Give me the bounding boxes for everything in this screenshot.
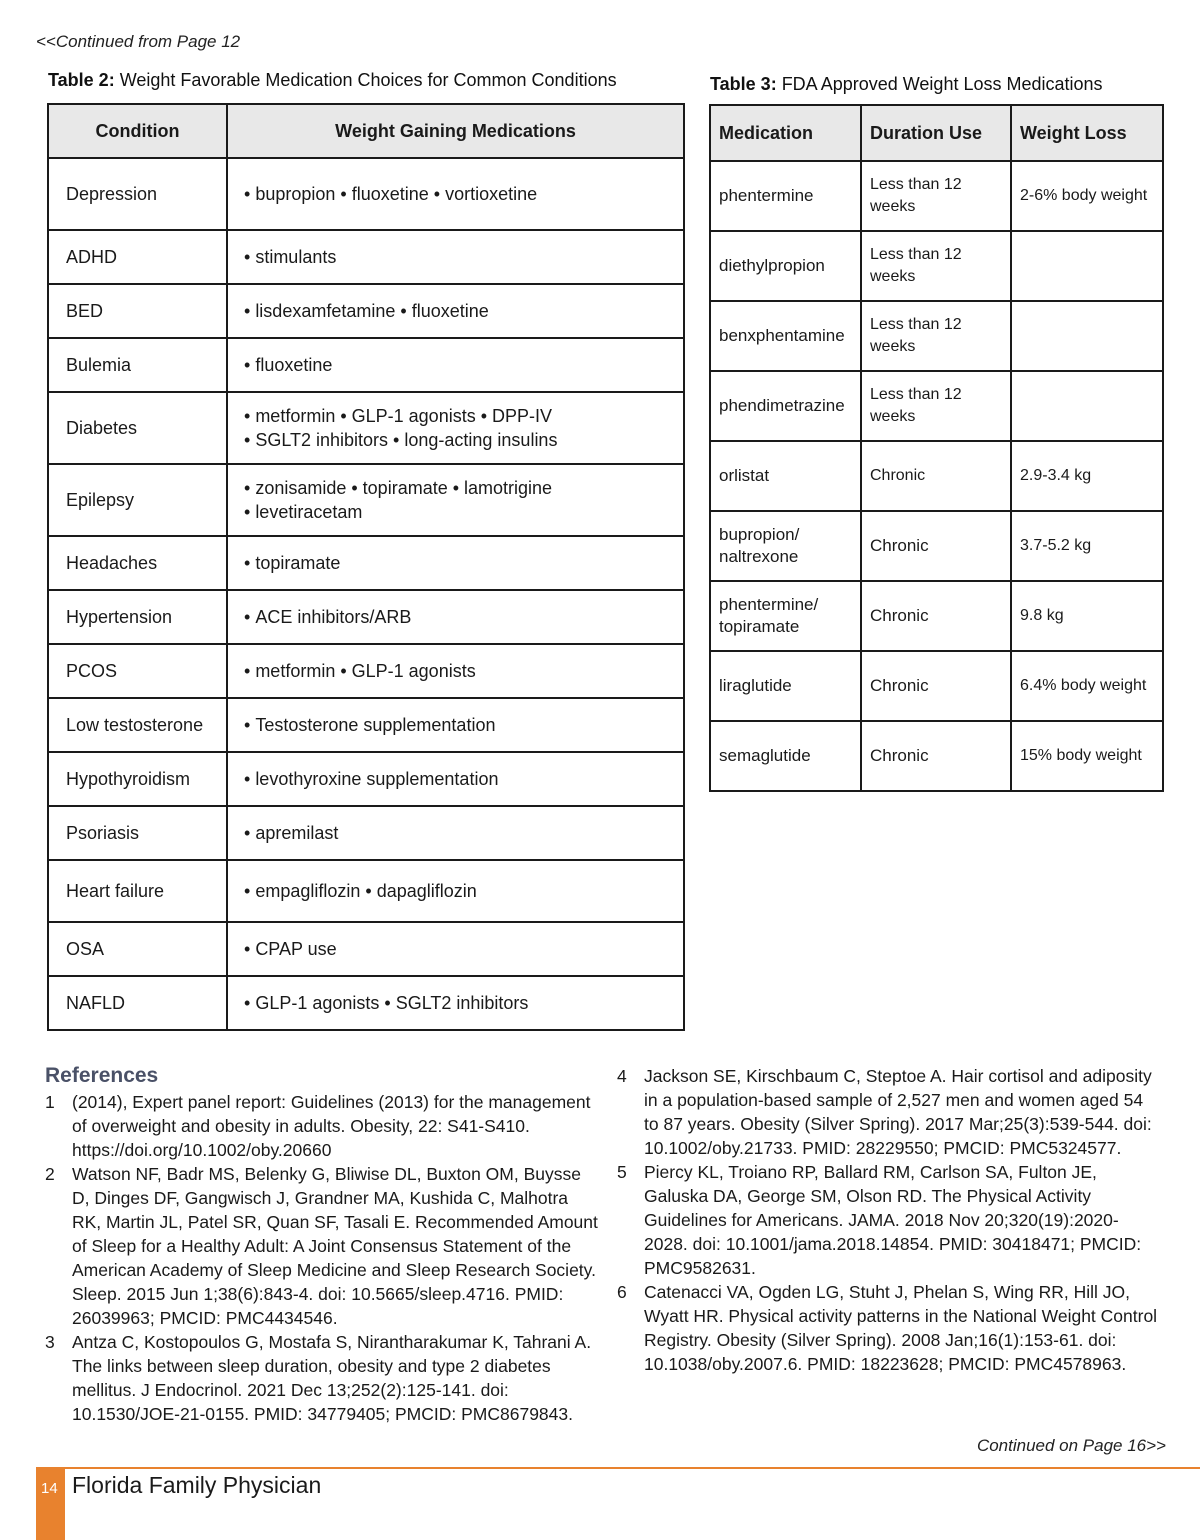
reference-text: Watson NF, Badr MS, Belenky G, Bliwise DL, Buxton OM, Buysse D, Dinges DF, Gangwisch J, Grandner MA, Kushida C, Malhotra RK, Martin JL, Patel SR, Quan SF, Tasali E. Recommended Amount of Sleep for a Healthy Adult: A Joint Consensus Statement of the American Academy of Sleep Medicine and Sleep Research Society. Sleep. 2015 Jun 1;38(6):843-4. doi: 10.5665/sleep.4716. PMID: 26039963; PMCID: PMC4434546. (72, 1164, 598, 1328)
table2-condition-cell: ADHD (48, 230, 227, 284)
medication-item: • fluoxetine (244, 355, 332, 375)
table3-medication-cell: liraglutide (710, 651, 861, 721)
table3-duration-cell: Chronic (861, 721, 1011, 791)
medication-item: • bupropion (244, 184, 335, 204)
table3-caption-title: FDA Approved Weight Loss Medications (776, 74, 1103, 94)
medication-list (244, 937, 673, 961)
medication-line (244, 713, 673, 737)
table2-condition-cell: Hypertension (48, 590, 227, 644)
table3-row (710, 721, 1163, 791)
medication-item: • lamotrigine (453, 478, 552, 498)
page-number: 14 (41, 1480, 58, 1497)
medication-list (244, 353, 673, 377)
table3-caption (710, 74, 1103, 95)
table3-medication-cell: benxphentamine (710, 301, 861, 371)
table3-row (710, 441, 1163, 511)
table3-medication-cell: phendimetrazine (710, 371, 861, 441)
table3-row (710, 581, 1163, 651)
table2-medications-cell (227, 644, 684, 698)
medication-item: • SGLT2 inhibitors (244, 430, 388, 450)
medication-item: • topiramate (351, 478, 447, 498)
reference-text: Piercy KL, Troiano RP, Ballard RM, Carlson SA, Fulton JE, Galuska DA, George SM, Olson RD. The Physical Activity Guidelines for Americans. JAMA. 2018 Nov 20;320(19):2020-2028. doi: 10.1001/jama.2018.14854. PMID: 30418471; PMCID: PMC9582631. (644, 1162, 1142, 1278)
table3-duration-cell: Chronic (861, 441, 1011, 511)
table2-weight-favorable-medications (47, 103, 685, 1031)
table3-duration-cell: Chronic (861, 581, 1011, 651)
medication-item: • apremilast (244, 823, 338, 843)
table3-duration-cell: Chronic (861, 511, 1011, 581)
reference-number: 3 (45, 1332, 55, 1352)
table3-row (710, 371, 1163, 441)
table2-row (48, 284, 684, 338)
table2-condition-cell: Depression (48, 158, 227, 230)
table2-row (48, 922, 684, 976)
table2-condition-cell: NAFLD (48, 976, 227, 1030)
table2-condition-cell: OSA (48, 922, 227, 976)
table3-header-duration: Duration Use (861, 105, 1011, 161)
medication-item: • DPP-IV (481, 406, 552, 426)
table3-row (710, 651, 1163, 721)
table2-row (48, 976, 684, 1030)
table3-row (710, 161, 1163, 231)
table3-row (710, 301, 1163, 371)
medication-line (244, 821, 673, 845)
medication-item: • zonisamide (244, 478, 346, 498)
medication-list (244, 713, 673, 737)
medication-line (244, 476, 673, 500)
table3-body (710, 161, 1163, 791)
table3-weight-loss-cell: 9.8 kg (1011, 581, 1163, 651)
medication-list (244, 299, 673, 323)
reference-number: 6 (617, 1282, 627, 1302)
medication-line (244, 767, 673, 791)
footer-rule (36, 1467, 1200, 1469)
references-left-column (45, 1064, 600, 1426)
table2-header-row (48, 104, 684, 158)
medication-line (244, 404, 673, 428)
medication-line (244, 551, 673, 575)
table3-weight-loss-cell: 15% body weight (1011, 721, 1163, 791)
references-heading: References (45, 1064, 159, 1087)
table2-medications-cell (227, 158, 684, 230)
medication-list (244, 879, 673, 903)
table3-weight-loss-cell: 6.4% body weight (1011, 651, 1163, 721)
medication-item: • levothyroxine supplementation (244, 769, 498, 789)
table2-medications-cell (227, 338, 684, 392)
table2-condition-cell: Low testosterone (48, 698, 227, 752)
medication-line (244, 353, 673, 377)
medication-item: • Testosterone supplementation (244, 715, 495, 735)
table2-caption (48, 70, 617, 91)
table2-condition-cell: PCOS (48, 644, 227, 698)
table3-weight-loss-cell (1011, 371, 1163, 441)
medication-item: • lisdexamfetamine (244, 301, 395, 321)
table3-medication-cell: phentermine/ topiramate (710, 581, 861, 651)
medication-line (244, 659, 673, 683)
table2-medications-cell (227, 590, 684, 644)
table2-condition-cell: Psoriasis (48, 806, 227, 860)
table2-medications-cell (227, 464, 684, 536)
medication-item: • dapagliflozin (365, 881, 476, 901)
table3-medication-cell: semaglutide (710, 721, 861, 791)
table2-row (48, 230, 684, 284)
table2-condition-cell: Epilepsy (48, 464, 227, 536)
publication-name: Florida Family Physician (72, 1472, 322, 1498)
table2-row (48, 158, 684, 230)
continued-to-note: Continued on Page 16>> (976, 1436, 1166, 1455)
medication-line (244, 605, 673, 629)
medication-item: • CPAP use (244, 939, 337, 959)
table3-duration-cell: Less than 12 weeks (861, 301, 1011, 371)
table3-duration-cell: Less than 12 weeks (861, 371, 1011, 441)
medication-list (244, 659, 673, 683)
table2-medications-cell (227, 806, 684, 860)
table3-weight-loss-cell (1011, 301, 1163, 371)
reference-text: (2014), Expert panel report: Guidelines (2013) for the management of overweight and obesity in adults. Obesity, 22: S41-S410. https://doi.org/10.1002/oby.20660 (72, 1092, 591, 1160)
table2-condition-cell: Hypothyroidism (48, 752, 227, 806)
medication-line (244, 879, 673, 903)
medication-line (244, 500, 673, 524)
medication-list (244, 476, 673, 524)
references-right-column (617, 1064, 1162, 1376)
table2-header-condition: Condition (48, 104, 227, 158)
table2-medications-cell (227, 284, 684, 338)
medication-item: • GLP-1 agonists (340, 661, 475, 681)
reference-number: 2 (45, 1164, 55, 1184)
medication-list (244, 767, 673, 791)
table3-medication-cell: phentermine (710, 161, 861, 231)
table3-duration-cell: Less than 12 weeks (861, 231, 1011, 301)
medication-item: • stimulants (244, 247, 336, 267)
table2-caption-label: Table 2: (48, 70, 115, 90)
table3-header-medication: Medication (710, 105, 861, 161)
medication-item: • GLP-1 agonists (340, 406, 475, 426)
medication-item: • topiramate (244, 553, 340, 573)
reference-entry (45, 1162, 600, 1330)
table2-row (48, 752, 684, 806)
medication-item: • fluoxetine (400, 301, 488, 321)
table2-medications-cell (227, 752, 684, 806)
medication-item: • fluoxetine (340, 184, 428, 204)
reference-number: 4 (617, 1066, 627, 1086)
table3-medication-cell: orlistat (710, 441, 861, 511)
references-left-list (45, 1090, 600, 1426)
medication-item: • SGLT2 inhibitors (384, 993, 528, 1013)
table3-weight-loss-cell (1011, 231, 1163, 301)
medication-item: • ACE inhibitors/ARB (244, 607, 411, 627)
medication-item: • metformin (244, 406, 335, 426)
medication-line (244, 937, 673, 961)
continued-from-note: <<Continued from Page 12 (36, 32, 241, 51)
table2-medications-cell (227, 392, 684, 464)
reference-entry (617, 1064, 1162, 1160)
reference-entry (45, 1090, 600, 1162)
table3-row (710, 511, 1163, 581)
medication-line (244, 991, 673, 1015)
table2-row (48, 392, 684, 464)
reference-text: Antza C, Kostopoulos G, Mostafa S, Nirantharakumar K, Tahrani A. The links between sleep duration, obesity and type 2 diabetes mellitus. J Endocrinol. 2021 Dec 13;252(2):125-141. doi: 10.1530/JOE-21-0155. PMID: 34779405; PMCID: PMC8679843. (72, 1332, 592, 1424)
table2-row (48, 338, 684, 392)
table2-header-medications: Weight Gaining Medications (227, 104, 684, 158)
medication-list (244, 182, 673, 206)
table2-condition-cell: Diabetes (48, 392, 227, 464)
reference-text: Jackson SE, Kirschbaum C, Steptoe A. Hair cortisol and adiposity in a population-based sample of 2,527 men and women aged 54 to 87 years. Obesity (Silver Spring). 2017 Mar;25(3):539-544. doi: 10.1002/oby.21733. PMID: 28229550; PMCID: PMC5324577. (644, 1066, 1152, 1158)
table3-header-weight-loss: Weight Loss (1011, 105, 1163, 161)
medication-list (244, 551, 673, 575)
medication-item: • long-acting insulins (393, 430, 557, 450)
reference-number: 5 (617, 1162, 627, 1182)
medication-item: • GLP-1 agonists (244, 993, 379, 1013)
table2-row (48, 590, 684, 644)
medication-item: • levetiracetam (244, 502, 362, 522)
table2-row (48, 806, 684, 860)
table2-medications-cell (227, 976, 684, 1030)
medication-list (244, 605, 673, 629)
table3-weight-loss-cell: 3.7-5.2 kg (1011, 511, 1163, 581)
table2-row (48, 644, 684, 698)
reference-entry (617, 1280, 1162, 1376)
table3-row (710, 231, 1163, 301)
table2-medications-cell (227, 860, 684, 922)
medication-line (244, 182, 673, 206)
reference-text: Catenacci VA, Ogden LG, Stuht J, Phelan S, Wing RR, Hill JO, Wyatt HR. Physical activity patterns in the National Weight Control Registry. Obesity (Silver Spring). 2008 Jan;16(1):153-61. doi: 10.1038/oby.2007.6. PMID: 18223628; PMCID: PMC4578963. (644, 1282, 1158, 1374)
medication-item: • metformin (244, 661, 335, 681)
table3-duration-cell: Less than 12 weeks (861, 161, 1011, 231)
table2-body (48, 158, 684, 1030)
medication-line (244, 245, 673, 269)
table2-medications-cell (227, 698, 684, 752)
references-right-list (617, 1064, 1162, 1376)
table2-row (48, 698, 684, 752)
table2-condition-cell: BED (48, 284, 227, 338)
table3-caption-label: Table 3: (710, 74, 777, 94)
table3-medication-cell: bupropion/ naltrexone (710, 511, 861, 581)
reference-entry (617, 1160, 1162, 1280)
table2-medications-cell (227, 536, 684, 590)
table2-condition-cell: Headaches (48, 536, 227, 590)
table3-duration-cell: Chronic (861, 651, 1011, 721)
reference-entry (45, 1330, 600, 1426)
table2-medications-cell (227, 230, 684, 284)
reference-number: 1 (45, 1092, 55, 1112)
medication-line (244, 299, 673, 323)
medication-list (244, 821, 673, 845)
table2-caption-title: Weight Favorable Medication Choices for Common Conditions (114, 70, 617, 90)
medication-list (244, 991, 673, 1015)
table3-weight-loss-cell: 2-6% body weight (1011, 161, 1163, 231)
table2-row (48, 464, 684, 536)
medication-line (244, 428, 673, 452)
footer-accent-bar (36, 1468, 65, 1540)
table3-fda-weight-loss-medications (709, 104, 1164, 792)
table3-header-row (710, 105, 1163, 161)
table2-medications-cell (227, 922, 684, 976)
medication-list (244, 404, 673, 452)
medication-item: • empagliflozin (244, 881, 360, 901)
table2-condition-cell: Bulemia (48, 338, 227, 392)
medication-list (244, 245, 673, 269)
medication-item: • vortioxetine (434, 184, 537, 204)
table2-row (48, 536, 684, 590)
table2-condition-cell: Heart failure (48, 860, 227, 922)
table3-medication-cell: diethylpropion (710, 231, 861, 301)
table2-row (48, 860, 684, 922)
table3-weight-loss-cell: 2.9-3.4 kg (1011, 441, 1163, 511)
